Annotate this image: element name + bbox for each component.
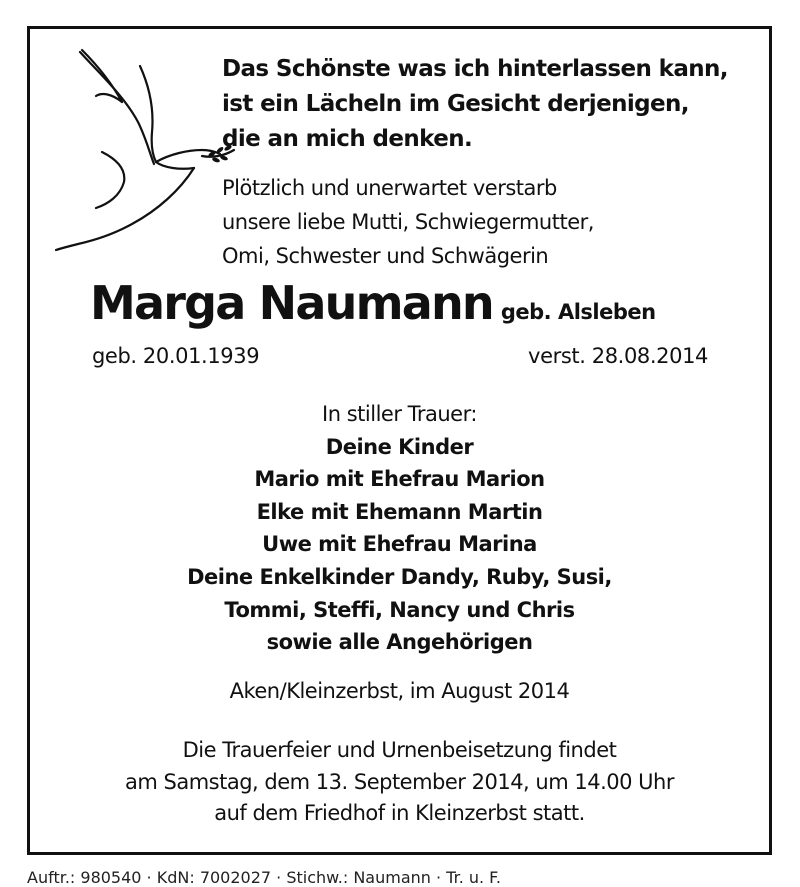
funeral-notice: [27, 735, 772, 830]
quote: [222, 52, 728, 157]
birth-name: geb. Alsleben: [500, 300, 656, 324]
mourner-line: Mario mit Ehefrau Marion: [254, 467, 545, 492]
place-date: Aken/Kleinzerbst, im August 2014: [229, 679, 570, 703]
intro-line: Omi, Schwester und Schwägerin: [222, 244, 549, 268]
intro-text: [222, 171, 594, 273]
mourner-line: Deine Kinder: [325, 434, 474, 459]
funeral-line: am Samstag, dem 13. September 2014, um 14.00 Uhr: [125, 769, 674, 794]
mourner-line: Tommi, Steffi, Nancy und Chris: [224, 597, 575, 622]
quote-line: ist ein Lächeln im Gesicht derjenigen,: [222, 91, 689, 117]
intro-line: Plötzlich und unerwartet verstarb: [222, 176, 557, 200]
deceased-name-row: [90, 276, 730, 330]
intro-line: unsere liebe Mutti, Schwiegermutter,: [222, 210, 594, 234]
funeral-line: Die Trauerfeier und Urnenbeisetzung findet: [182, 738, 617, 762]
mourner-line: Uwe mit Ehefrau Marina: [262, 532, 537, 557]
mourner-line: sowie alle Angehörigen: [266, 630, 533, 655]
mourner-line: Deine Enkelkinder Dandy, Ruby, Susi,: [187, 564, 612, 589]
deceased-name: Marga Naumann: [90, 276, 493, 330]
birth-date: geb. 20.01.1939: [92, 344, 260, 368]
death-date: verst. 28.08.2014: [528, 344, 708, 368]
quote-line: die an mich denken.: [222, 126, 473, 152]
life-dates: [92, 344, 708, 376]
mourners-heading: In stiller Trauer:: [322, 402, 477, 426]
quote-line: Das Schönste was ich hinterlassen kann,: [222, 56, 728, 82]
mourners-list: [27, 398, 772, 659]
funeral-line: auf dem Friedhof in Kleinzerbst statt.: [214, 801, 585, 825]
mourner-line: Elke mit Ehemann Martin: [256, 499, 543, 524]
order-footer: Auftr.: 980540 · KdN: 7002027 · Stichw.: Naumann · Tr. u. F.: [27, 868, 501, 887]
